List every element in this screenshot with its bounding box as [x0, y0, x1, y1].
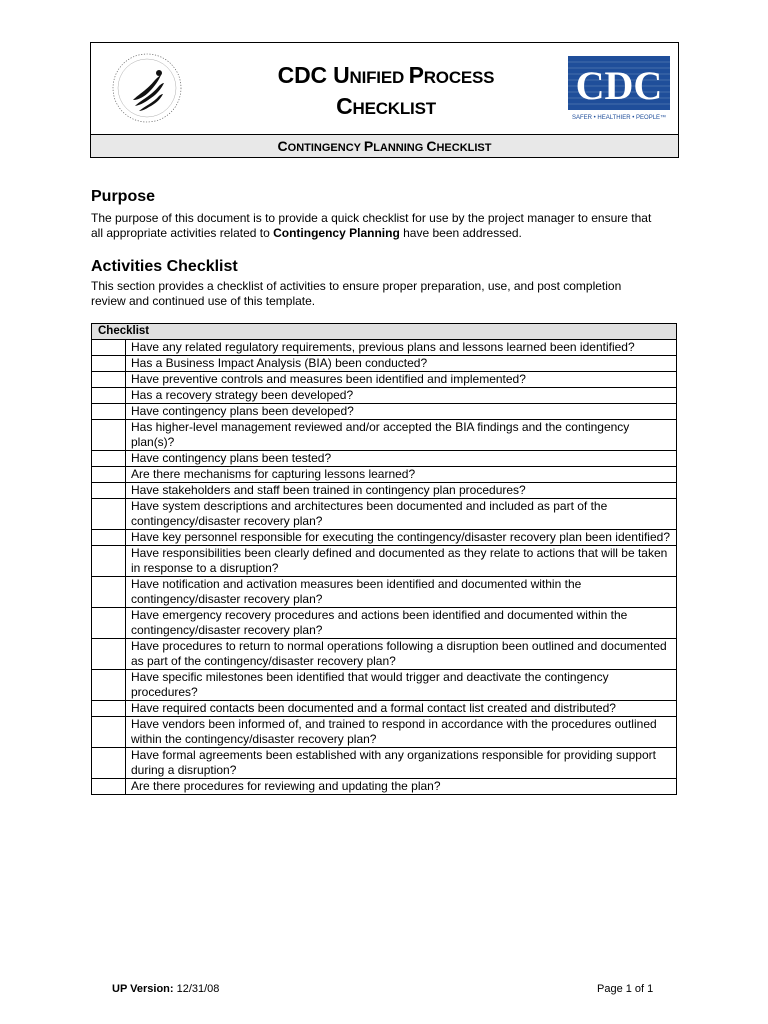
purpose-text: The purpose of this document is to provide a quick checklist for use by the project manager to ensure that all appropriate activities related to Contingency Planning have been addressed. [91, 211, 652, 240]
checklist-item-text: Has a recovery strategy been developed? [126, 388, 677, 404]
checklist-item-text: Has higher-level management reviewed and/or accepted the BIA findings and the contingency plan(s)? [126, 420, 677, 451]
checklist-item-text: Have key personnel responsible for executing the contingency/disaster recovery plan been identified? [126, 530, 677, 546]
page-title [241, 61, 531, 123]
checklist-header-row [92, 324, 677, 340]
document-header [90, 42, 679, 158]
checklist-item-text: Have contingency plans been tested? [126, 451, 677, 467]
purpose-heading: Purpose [91, 188, 156, 205]
checklist-item-text: Have required contacts been documented and a formal contact list created and distributed? [126, 701, 677, 717]
checklist-checkbox-cell[interactable] [92, 356, 126, 372]
checklist-checkbox-cell[interactable] [92, 779, 126, 795]
cdc-logo [568, 56, 670, 122]
checklist-checkbox-cell[interactable] [92, 717, 126, 748]
checklist-row [92, 420, 677, 451]
checklist-checkbox-cell[interactable] [92, 499, 126, 530]
checklist-row [92, 404, 677, 420]
checklist-checkbox-cell[interactable] [92, 608, 126, 639]
checklist-row [92, 499, 677, 530]
checklist-checkbox-cell[interactable] [92, 420, 126, 451]
checklist-row [92, 639, 677, 670]
checklist-row [92, 717, 677, 748]
checklist-row [92, 372, 677, 388]
checklist-item-text: Are there mechanisms for capturing lessons learned? [126, 467, 677, 483]
checklist-row [92, 546, 677, 577]
checklist-checkbox-cell[interactable] [92, 701, 126, 717]
checklist-item-text: Has a Business Impact Analysis (BIA) been conducted? [126, 356, 677, 372]
checklist-checkbox-cell[interactable] [92, 483, 126, 499]
checklist-row [92, 356, 677, 372]
checklist-checkbox-cell[interactable] [92, 670, 126, 701]
checklist-checkbox-cell[interactable] [92, 530, 126, 546]
checklist-row [92, 483, 677, 499]
checklist-header: Checklist [92, 324, 677, 340]
checklist-checkbox-cell[interactable] [92, 388, 126, 404]
checklist-checkbox-cell[interactable] [92, 639, 126, 670]
checklist-checkbox-cell[interactable] [92, 451, 126, 467]
checklist-item-text: Have contingency plans been developed? [126, 404, 677, 420]
checklist-checkbox-cell[interactable] [92, 546, 126, 577]
activities-heading: Activities Checklist [91, 258, 238, 275]
checklist-row [92, 577, 677, 608]
activities-text: This section provides a checklist of activities to ensure proper preparation, use, and post completion review and continued use of this template. [91, 279, 622, 308]
checklist-row [92, 670, 677, 701]
checklist-checkbox-cell[interactable] [92, 577, 126, 608]
checklist-checkbox-cell[interactable] [92, 467, 126, 483]
checklist-item-text: Have formal agreements been established with any organizations responsible for providing support during a disruption? [126, 748, 677, 779]
cdc-logo-letters: CDC [575, 63, 663, 108]
checklist-item-text: Have specific milestones been identified that would trigger and deactivate the contingency procedures? [126, 670, 677, 701]
checklist-item-text: Have responsibilities been clearly defined and documented as they relate to actions that will be taken in response to a disruption? [126, 546, 677, 577]
checklist-item-text: Have procedures to return to normal operations following a disruption been outlined and documented as part of the contingency/disaster recovery plan? [126, 639, 677, 670]
version-footer: UP Version: 12/31/08 [112, 983, 220, 995]
checklist-checkbox-cell[interactable] [92, 340, 126, 356]
checklist-row [92, 779, 677, 795]
checklist-row [92, 451, 677, 467]
checklist-item-text: Have preventive controls and measures been identified and implemented? [126, 372, 677, 388]
title-line-2: CHECKLIST [336, 93, 436, 119]
hhs-seal-icon [109, 50, 185, 126]
checklist-subtitle: CONTINGENCY PLANNING CHECKLIST [91, 135, 678, 157]
page-number: Page 1 of 1 [597, 983, 654, 995]
header-title-area [91, 43, 678, 135]
checklist-item-text: Have stakeholders and staff been trained in contingency plan procedures? [126, 483, 677, 499]
checklist-row [92, 701, 677, 717]
checklist-row [92, 340, 677, 356]
checklist-item-text: Are there procedures for reviewing and updating the plan? [126, 779, 677, 795]
title-line-1: CDC UNIFIED PROCESS [277, 62, 495, 88]
checklist-checkbox-cell[interactable] [92, 404, 126, 420]
checklist-row [92, 608, 677, 639]
checklist-row [92, 748, 677, 779]
checklist-item-text: Have system descriptions and architectures been documented and included as part of the contingency/disaster recovery plan? [126, 499, 677, 530]
checklist-table [91, 323, 677, 795]
checklist-item-text: Have notification and activation measures been identified and documented within the contingency/disaster recovery plan? [126, 577, 677, 608]
checklist-row [92, 467, 677, 483]
checklist-item-text: Have vendors been informed of, and trained to respond in accordance with the procedures outlined within the contingency/disaster recovery plan? [126, 717, 677, 748]
checklist-row [92, 530, 677, 546]
checklist-item-text: Have any related regulatory requirements, previous plans and lessons learned been identified? [126, 340, 677, 356]
checklist-checkbox-cell[interactable] [92, 372, 126, 388]
checklist-checkbox-cell[interactable] [92, 748, 126, 779]
checklist-row [92, 388, 677, 404]
checklist-item-text: Have emergency recovery procedures and actions been identified and documented within the contingency/disaster recovery plan? [126, 608, 677, 639]
cdc-logo-tagline: SAFER • HEALTHIER • PEOPLE™ [571, 115, 667, 121]
